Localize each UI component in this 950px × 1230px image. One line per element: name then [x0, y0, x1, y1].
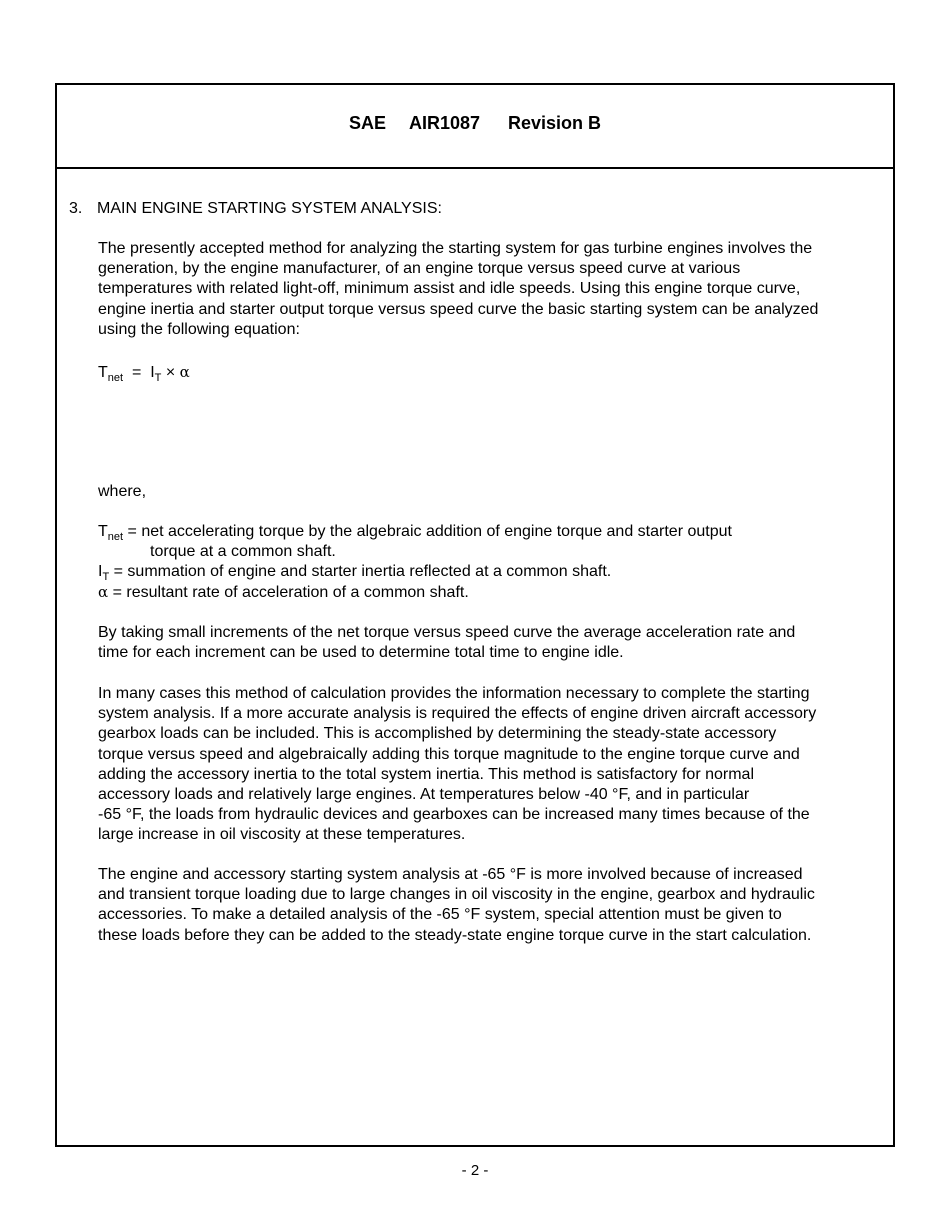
paragraph-line: accessory loads and relatively large engines. At temperatures below -40 °F, and in particular	[98, 786, 750, 804]
def-alpha-text: = resultant rate of acceleration of a common shaft.	[112, 584, 469, 601]
eq-alpha: α	[179, 363, 190, 381]
header-org: SAE	[349, 113, 387, 133]
section-number: 3.	[69, 200, 83, 217]
paragraph-line: By taking small increments of the net torque versus speed curve the average acceleration rate and	[98, 624, 796, 641]
def-tnet-text: = net accelerating torque by the algebraic addition of engine torque and starter output	[127, 523, 732, 540]
paragraph-line: The engine and accessory starting system analysis at -65 °F is more involved because of increased	[98, 866, 803, 883]
definition-alpha	[98, 582, 469, 603]
where-label: where,	[98, 483, 147, 500]
def-tnet-symbol: T	[98, 523, 108, 540]
def-tnet-subscript: net	[107, 531, 124, 543]
paragraph-line: generation, by the engine manufacturer, of an engine torque versus speed curve at various	[98, 260, 741, 278]
def-it-symbol: I	[98, 563, 103, 580]
paragraph-line: large increase in oil viscosity at these temperatures.	[98, 826, 466, 844]
paragraph-line: and transient torque loading due to large changes in oil viscosity in the engine, gearbox and hydraulic	[98, 886, 815, 904]
paragraph-cold-analysis	[98, 865, 868, 946]
paragraph-line: time for each increment can be used to determine total time to engine idle.	[98, 644, 624, 662]
paragraph-accessory-loads	[98, 684, 868, 846]
eq-times: ×	[165, 364, 176, 381]
page-number: - 2 -	[461, 1162, 489, 1179]
paragraph-line: using the following equation:	[98, 320, 300, 338]
definition-tnet	[98, 522, 732, 542]
document-header	[57, 85, 893, 169]
header-revision: Revision B	[508, 113, 602, 133]
paragraph-line: engine inertia and starter output torque versus speed curve the basic starting system can be analyzed	[98, 300, 819, 318]
paragraph-line: In many cases this method of calculation provides the information necessary to complete the starting	[98, 685, 810, 702]
paragraph-line: accessories. To make a detailed analysis of the -65 °F system, special attention must be given to	[98, 906, 782, 924]
paragraph-line: torque versus speed and algebraically adding this torque magnitude to the engine torque curve and	[98, 745, 800, 763]
torque-equation	[98, 362, 190, 383]
paragraph-line: adding the accessory inertia to the total system inertia. This method is satisfactory for normal	[98, 765, 754, 783]
eq-rhs-symbol: I	[150, 364, 155, 381]
eq-lhs-symbol: T	[98, 364, 108, 381]
paragraph-line: these loads before they can be added to the steady-state engine torque curve in the start calculation.	[98, 926, 812, 944]
paragraph-method	[98, 239, 868, 340]
def-it-subscript: T	[102, 571, 110, 583]
definition-it	[98, 562, 611, 582]
paragraph-line: The presently accepted method for analyzing the starting system for gas turbine engines involves the	[98, 240, 813, 257]
section-title: MAIN ENGINE STARTING SYSTEM ANALYSIS:	[97, 200, 442, 217]
eq-equals: =	[131, 364, 142, 381]
paragraph-line: system analysis. If a more accurate analysis is required the effects of engine driven aircraft accessory	[98, 705, 817, 723]
paragraph-line: temperatures with related light-off, minimum assist and idle speeds. Using this engine torque curve,	[98, 280, 801, 298]
paragraph-line: -65 °F, the loads from hydraulic devices and gearboxes can be increased many times because of the	[98, 806, 810, 824]
def-it-text: = summation of engine and starter inertia reflected at a common shaft.	[113, 563, 612, 580]
paragraph-line: gearbox loads can be included. This is accomplished by determining the steady-state accessory	[98, 725, 777, 743]
section-heading	[69, 199, 442, 219]
def-alpha-symbol: α	[98, 583, 109, 601]
def-tnet-continuation: torque at a common shaft.	[150, 543, 336, 560]
page-frame	[55, 83, 895, 1147]
eq-rhs-subscript: T	[154, 372, 162, 384]
eq-lhs-subscript: net	[107, 372, 124, 384]
paragraph-increments	[98, 623, 868, 663]
header-doc-number: AIR1087	[409, 113, 481, 133]
